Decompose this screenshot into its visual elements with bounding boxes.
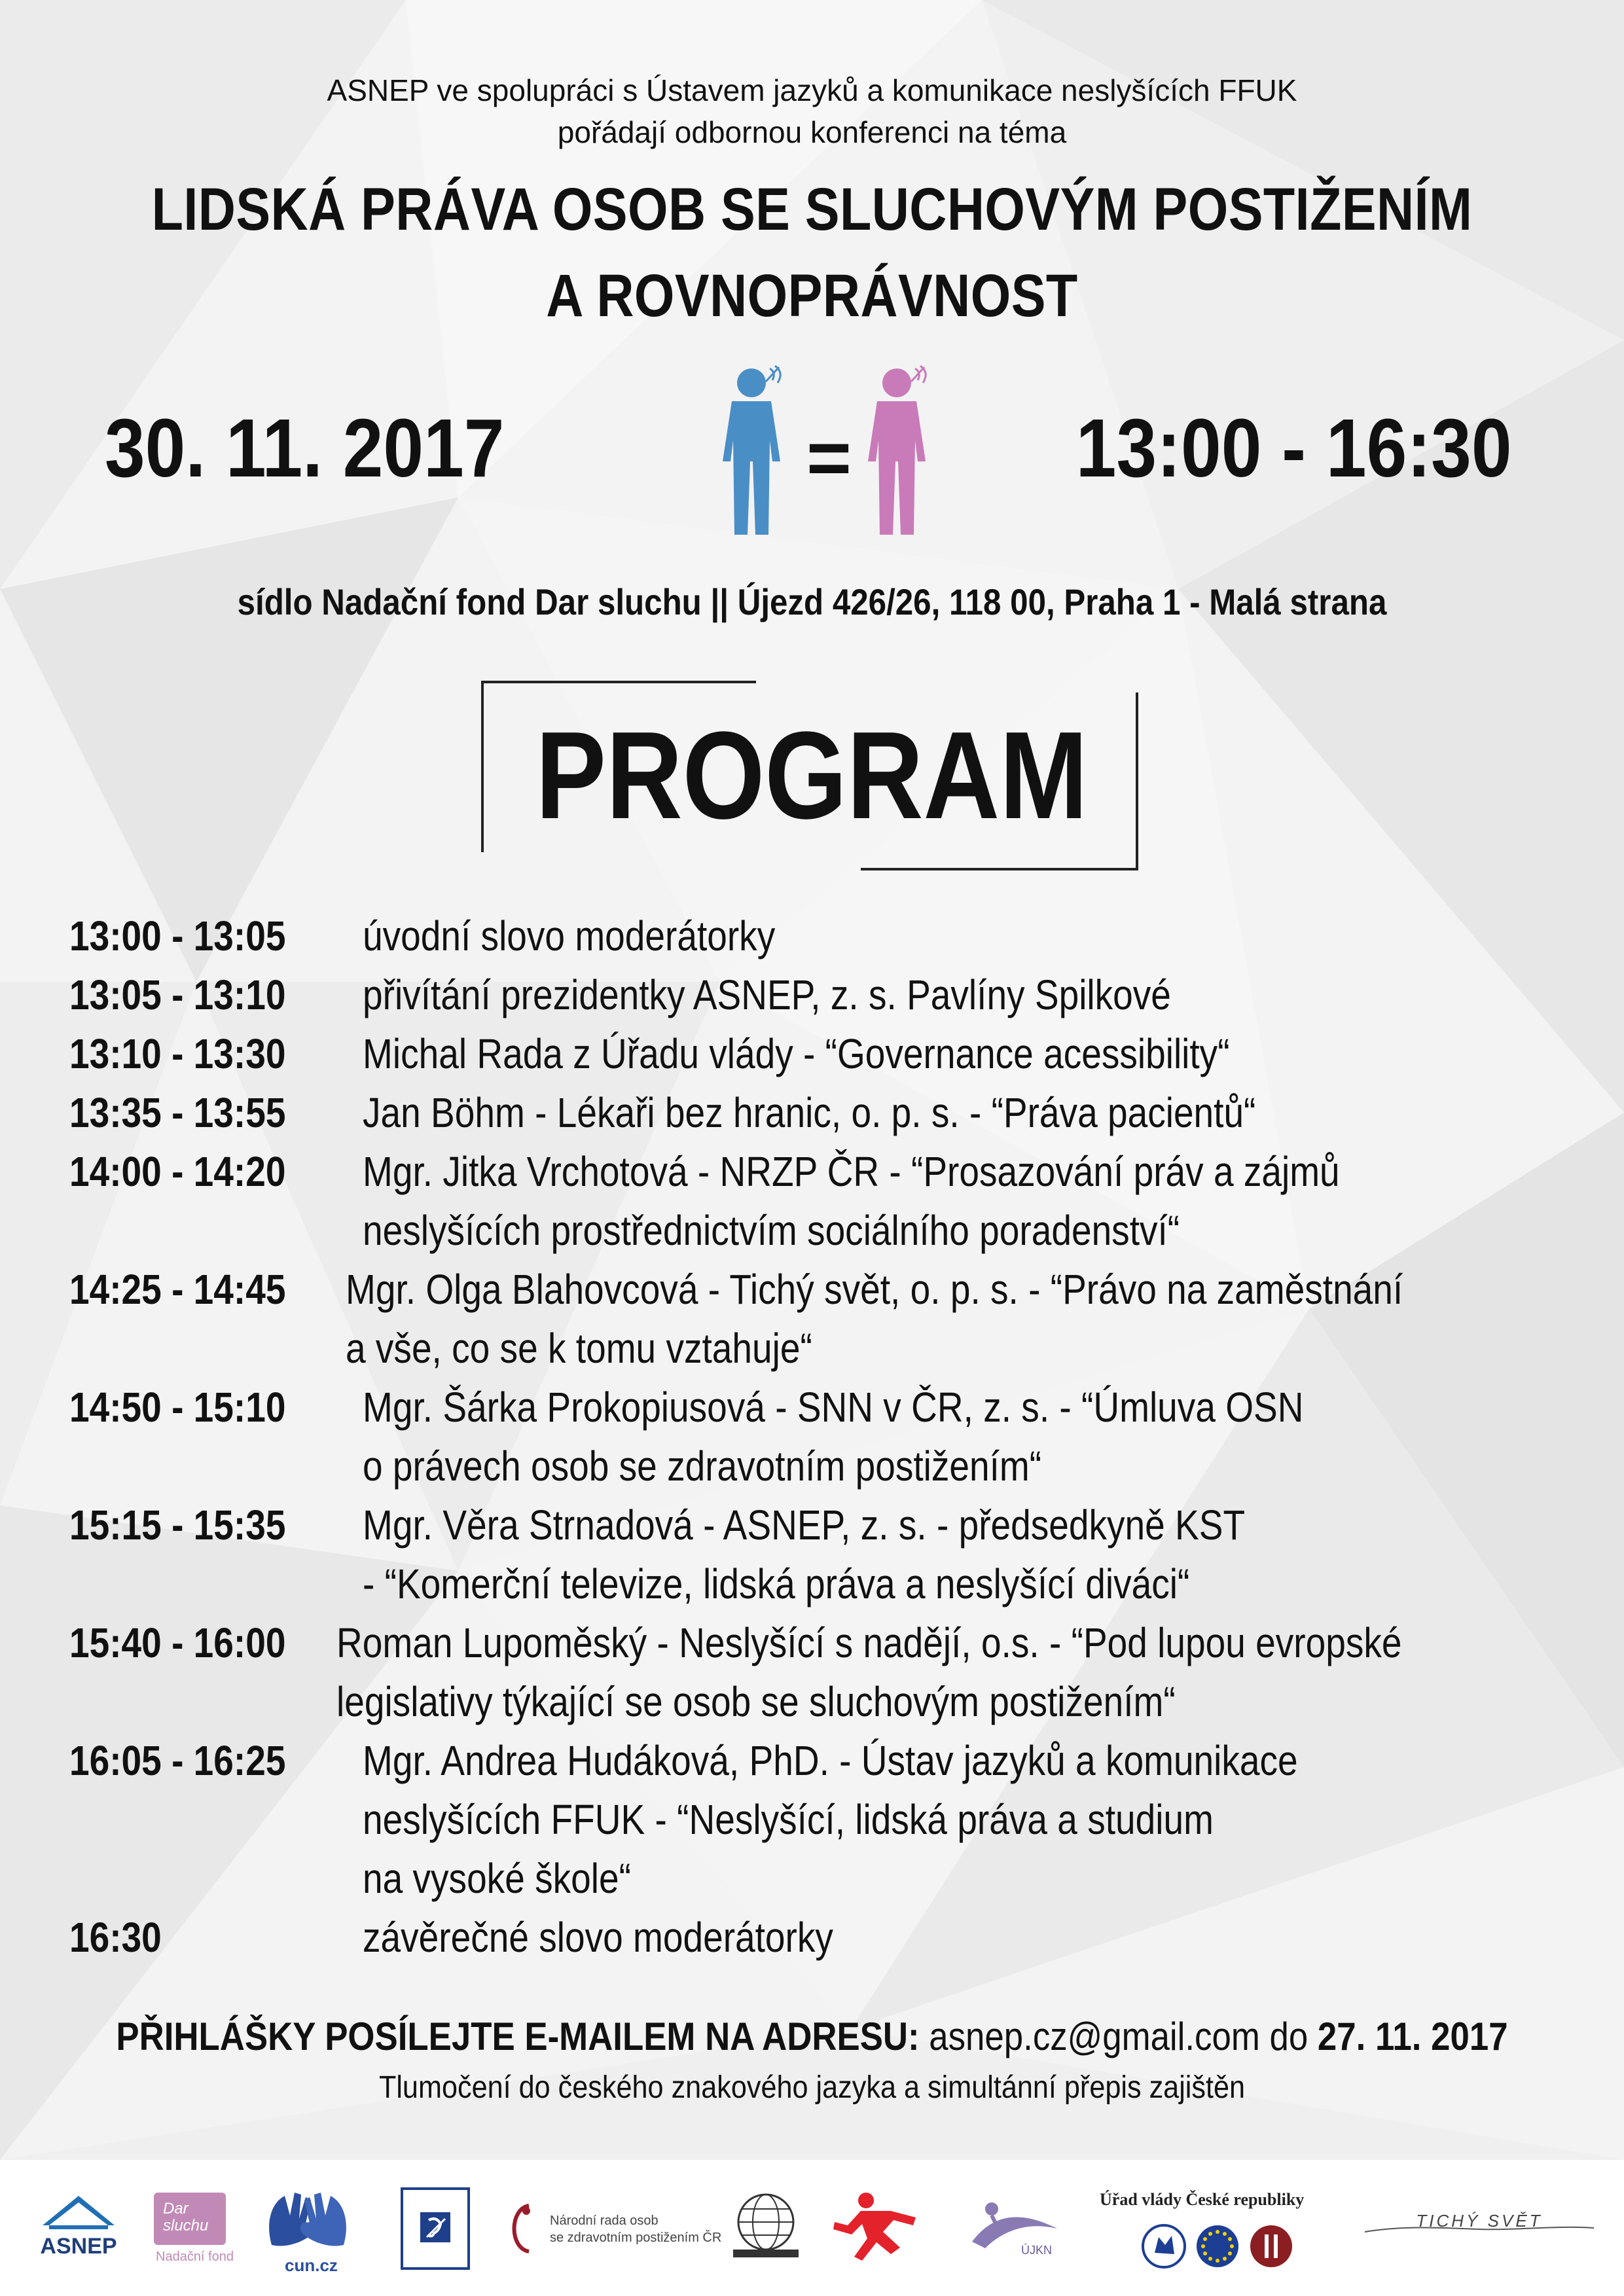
schedule-row <box>69 906 1575 965</box>
schedule-line: - “Komerční televize, lidská práva a neslyšící diváci“ <box>363 1560 1190 1607</box>
tichy-svet-text: TICHÝ SVĚT <box>1416 2211 1543 2231</box>
schedule-time: 16:30 <box>69 1914 162 1961</box>
schedule-row <box>69 1908 1575 1967</box>
event-venue: sídlo Nadační fond Dar sluchu || Újezd 426/26, 118 00, Praha 1 - Malá strana <box>237 581 1387 622</box>
tichy-svet-logo <box>1365 2206 1594 2245</box>
schedule-line: úvodní slovo moderátorky <box>363 912 776 960</box>
program-heading: PROGRAM <box>535 706 1088 845</box>
ujkn-logo-text: ÚJKN <box>1021 2244 1053 2257</box>
schedule-line: na vysoké škole“ <box>363 1855 631 1902</box>
title-line-1: LIDSKÁ PRÁVA OSOB SE SLUCHOVÝM POSTIŽENÍM <box>151 176 1473 243</box>
schedule-row <box>69 1496 1575 1613</box>
schedule-row <box>69 1260 1575 1378</box>
schedule-line: Mgr. Věra Strnadová - ASNEP, z. s. - předsedkyně KST <box>363 1501 1246 1549</box>
schedule-description <box>363 1378 1405 1496</box>
government-seals <box>1139 2220 1303 2272</box>
program-schedule <box>69 906 1575 1967</box>
schedule-time: 16:05 - 16:25 <box>69 1737 286 1784</box>
schedule-line: Mgr. Andrea Hudáková, PhD. - Ústav jazyků a komunikace <box>363 1737 1298 1784</box>
schedule-time: 14:25 - 14:45 <box>69 1266 286 1313</box>
schedule-row <box>69 1024 1575 1083</box>
person-blue-shape <box>723 368 780 535</box>
schedule-row <box>69 1613 1575 1731</box>
snn-badge-logo <box>399 2186 471 2271</box>
dar-sluchu-line-2: sluchu <box>163 2217 209 2234</box>
event-date: 30. 11. 2017 <box>105 402 505 494</box>
schedule-line: legislativy týkající se osob se sluchovým postižením“ <box>336 1678 1176 1725</box>
nrzp-line-2: se zdravotním postižením ČR <box>550 2231 722 2245</box>
asnep-logo-text: ASNEP <box>40 2234 117 2259</box>
registration-email[interactable]: asnep.cz@gmail.com <box>929 2015 1260 2058</box>
cun-logo-text: cun.cz <box>285 2255 338 2275</box>
schedule-line: přivítání prezidentky ASNEP, z. s. Pavlíny Spilkové <box>363 971 1171 1018</box>
schedule-row <box>69 1083 1575 1142</box>
urad-vlady-label: Úřad vlády České republiky <box>1100 2190 1305 2209</box>
dar-sluchu-line-1: Dar <box>163 2200 189 2217</box>
schedule-line: o právech osob se zdravotním postižením“ <box>363 1443 1042 1490</box>
frame-top-bar <box>481 681 756 683</box>
schedule-description <box>346 1260 1403 1378</box>
dar-sluchu-logo <box>154 2193 226 2245</box>
schedule-line: Mgr. Jitka Vrchotová - NRZP ČR - “Prosazování práv a zájmů <box>363 1148 1340 1195</box>
schedule-time: 13:00 - 13:05 <box>69 912 286 960</box>
schedule-time: 13:10 - 13:30 <box>69 1030 286 1077</box>
schedule-line: Mgr. Olga Blahovcová - Tichý svět, o. p. s. - “Právo na zaměstnání <box>345 1266 1403 1313</box>
schedule-row <box>69 1142 1575 1260</box>
schedule-description <box>363 1496 1405 1613</box>
registration-deadline: 27. 11. 2017 <box>1317 2015 1508 2058</box>
schedule-description <box>363 1024 1405 1083</box>
registration-line <box>98 2011 1526 2063</box>
schedule-line: Mgr. Šárka Prokopiusová - SNN v ČR, z. s. - “Úmluva OSN <box>363 1384 1304 1431</box>
event-time-range: 13:00 - 16:30 <box>1075 402 1511 494</box>
dar-sluchu-subtitle: Nadační fond <box>156 2250 234 2264</box>
asnep-logo <box>36 2189 121 2261</box>
nrzp-logo-icon <box>504 2199 543 2258</box>
schedule-time: 13:35 - 13:55 <box>69 1089 286 1136</box>
schedule-time: 15:15 - 15:35 <box>69 1501 286 1549</box>
schedule-time: 13:05 - 13:10 <box>69 971 286 1018</box>
schedule-description <box>363 1142 1405 1260</box>
globe-logo <box>727 2189 805 2261</box>
nrzp-line-1: Národní rada osob <box>550 2214 659 2228</box>
schedule-description <box>363 965 1405 1024</box>
intro-line-1: ASNEP ve spolupráci s Ústavem jazyků a komunikace neslyšících FFUK <box>327 73 1297 107</box>
schedule-line: neslyšících FFUK - “Neslyšící, lidská práva a studium <box>363 1796 1214 1843</box>
schedule-line: Michal Rada z Úřadu vlády - “Governance acessibility“ <box>363 1030 1230 1077</box>
schedule-line: a vše, co se k tomu vztahuje“ <box>345 1325 812 1372</box>
schedule-line: závěrečné slovo moderátorky <box>363 1914 833 1961</box>
schedule-description <box>336 1613 1401 1731</box>
schedule-line: neslyšících prostřednictvím sociálního poradenství“ <box>363 1207 1180 1254</box>
schedule-row <box>69 965 1575 1024</box>
schedule-time: 14:50 - 15:10 <box>69 1384 286 1431</box>
schedule-row <box>69 1378 1575 1496</box>
frame-right-bar <box>1136 692 1138 870</box>
title-line-2: A ROVNOPRÁVNOST <box>546 262 1078 329</box>
partner-logos <box>0 2160 1624 2296</box>
registration-label: PŘIHLÁŠKY POSÍLEJTE E-MAILEM NA ADRESU: <box>116 2015 920 2058</box>
registration-until: do <box>1269 2015 1308 2058</box>
interpretation-note: Tlumočení do českého znakového jazyka a simultánní přepis zajištěn <box>378 2070 1246 2105</box>
schedule-description <box>363 1731 1405 1908</box>
person-blue-icon <box>712 363 791 540</box>
schedule-description <box>363 906 1405 965</box>
schedule-description <box>363 1083 1405 1142</box>
intro-line-2: pořádají odbornou konferenci na téma <box>557 115 1067 149</box>
schedule-description <box>363 1908 1405 1967</box>
frame-bottom-bar <box>861 868 1138 870</box>
cun-hands-logo <box>259 2183 357 2255</box>
schedule-time: 15:40 - 16:00 <box>69 1619 286 1666</box>
schedule-row <box>69 1731 1575 1908</box>
equals-sign: = <box>806 415 852 501</box>
msf-logo <box>828 2186 926 2265</box>
schedule-line: Jan Böhm - Lékaři bez hranic, o. p. s. - “Práva pacientů“ <box>363 1089 1256 1136</box>
person-pink-icon <box>857 363 936 540</box>
frame-left-bar <box>481 681 484 852</box>
schedule-line: Roman Lupoměský - Neslyšící s nadějí, o.s. - “Pod lupou evropské <box>336 1619 1402 1666</box>
schedule-time: 14:00 - 14:20 <box>69 1148 286 1195</box>
